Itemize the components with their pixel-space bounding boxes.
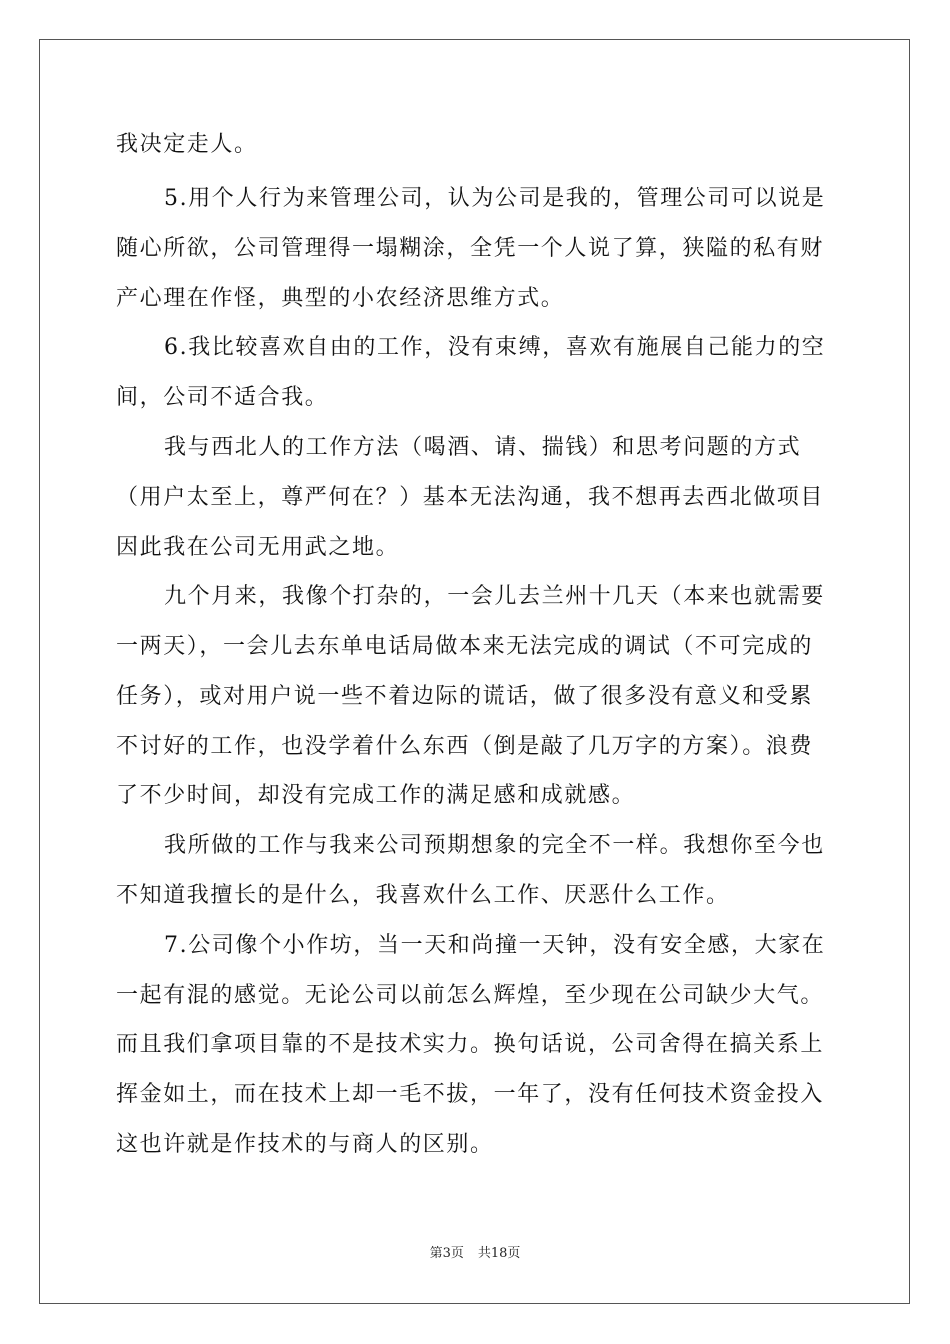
text-line: 九个月来，我像个打杂的，一会儿去兰州十几天（本来也就需要 xyxy=(164,584,825,609)
page-total: 共18页 xyxy=(477,1246,521,1261)
text-line: 不讨好的工作，也没学着什么东西（倒是敲了几万字的方案）。浪费 xyxy=(116,734,814,759)
text-line: （用户太至上，尊严何在？）基本无法沟通，我不想再去西北做项目 xyxy=(116,485,825,510)
text-line: 一两天），一会儿去东单电话局做本来无法完成的调试（不可完成的 xyxy=(116,634,814,659)
text-line: 7.公司像个小作坊，当一天和尚撞一天钟，没有安全感，大家在 xyxy=(164,933,826,958)
text-line: 随心所欲，公司管理得一塌糊涂，全凭一个人说了算，狭隘的私有财 xyxy=(116,236,825,261)
text-line: 我与西北人的工作方法（喝酒、请、揣钱）和思考问题的方式 xyxy=(164,435,802,460)
text-line: 一起有混的感觉。无论公司以前怎么辉煌，至少现在公司缺少大气。 xyxy=(116,983,825,1008)
text-line: 不知道我擅长的是什么，我喜欢什么工作、厌恶什么工作。 xyxy=(116,883,730,908)
text-line: 产心理在作怪，典型的小农经济思维方式。 xyxy=(116,286,565,311)
text-line: 任务），或对用户说一些不着边际的谎话，做了很多没有意义和受累 xyxy=(116,684,814,709)
text-line: 6.我比较喜欢自由的工作，没有束缚，喜欢有施展自己能力的空 xyxy=(164,335,826,360)
text-line: 挥金如土，而在技术上却一毛不拔，一年了，没有任何技术资金投入 xyxy=(116,1082,825,1107)
text-line: 我所做的工作与我来公司预期想象的完全不一样。我想你至今也 xyxy=(164,833,825,858)
text-line: 间，公司不适合我。 xyxy=(116,385,329,410)
text-line: 这也许就是作技术的与商人的区别。 xyxy=(116,1132,494,1157)
page-number: 第3页 xyxy=(429,1246,464,1261)
page-border xyxy=(39,39,910,1304)
page-footer xyxy=(0,1246,950,1262)
text-line: 了不少时间，却没有完成工作的满足感和成就感。 xyxy=(116,783,636,808)
text-line: 我决定走人。 xyxy=(116,132,258,157)
text-line: 而且我们拿项目靠的不是技术实力。换句话说，公司舍得在搞关系上 xyxy=(116,1032,825,1057)
text-line: 5.用个人行为来管理公司，认为公司是我的，管理公司可以说是 xyxy=(164,186,826,211)
text-line: 因此我在公司无用武之地。 xyxy=(116,535,400,560)
